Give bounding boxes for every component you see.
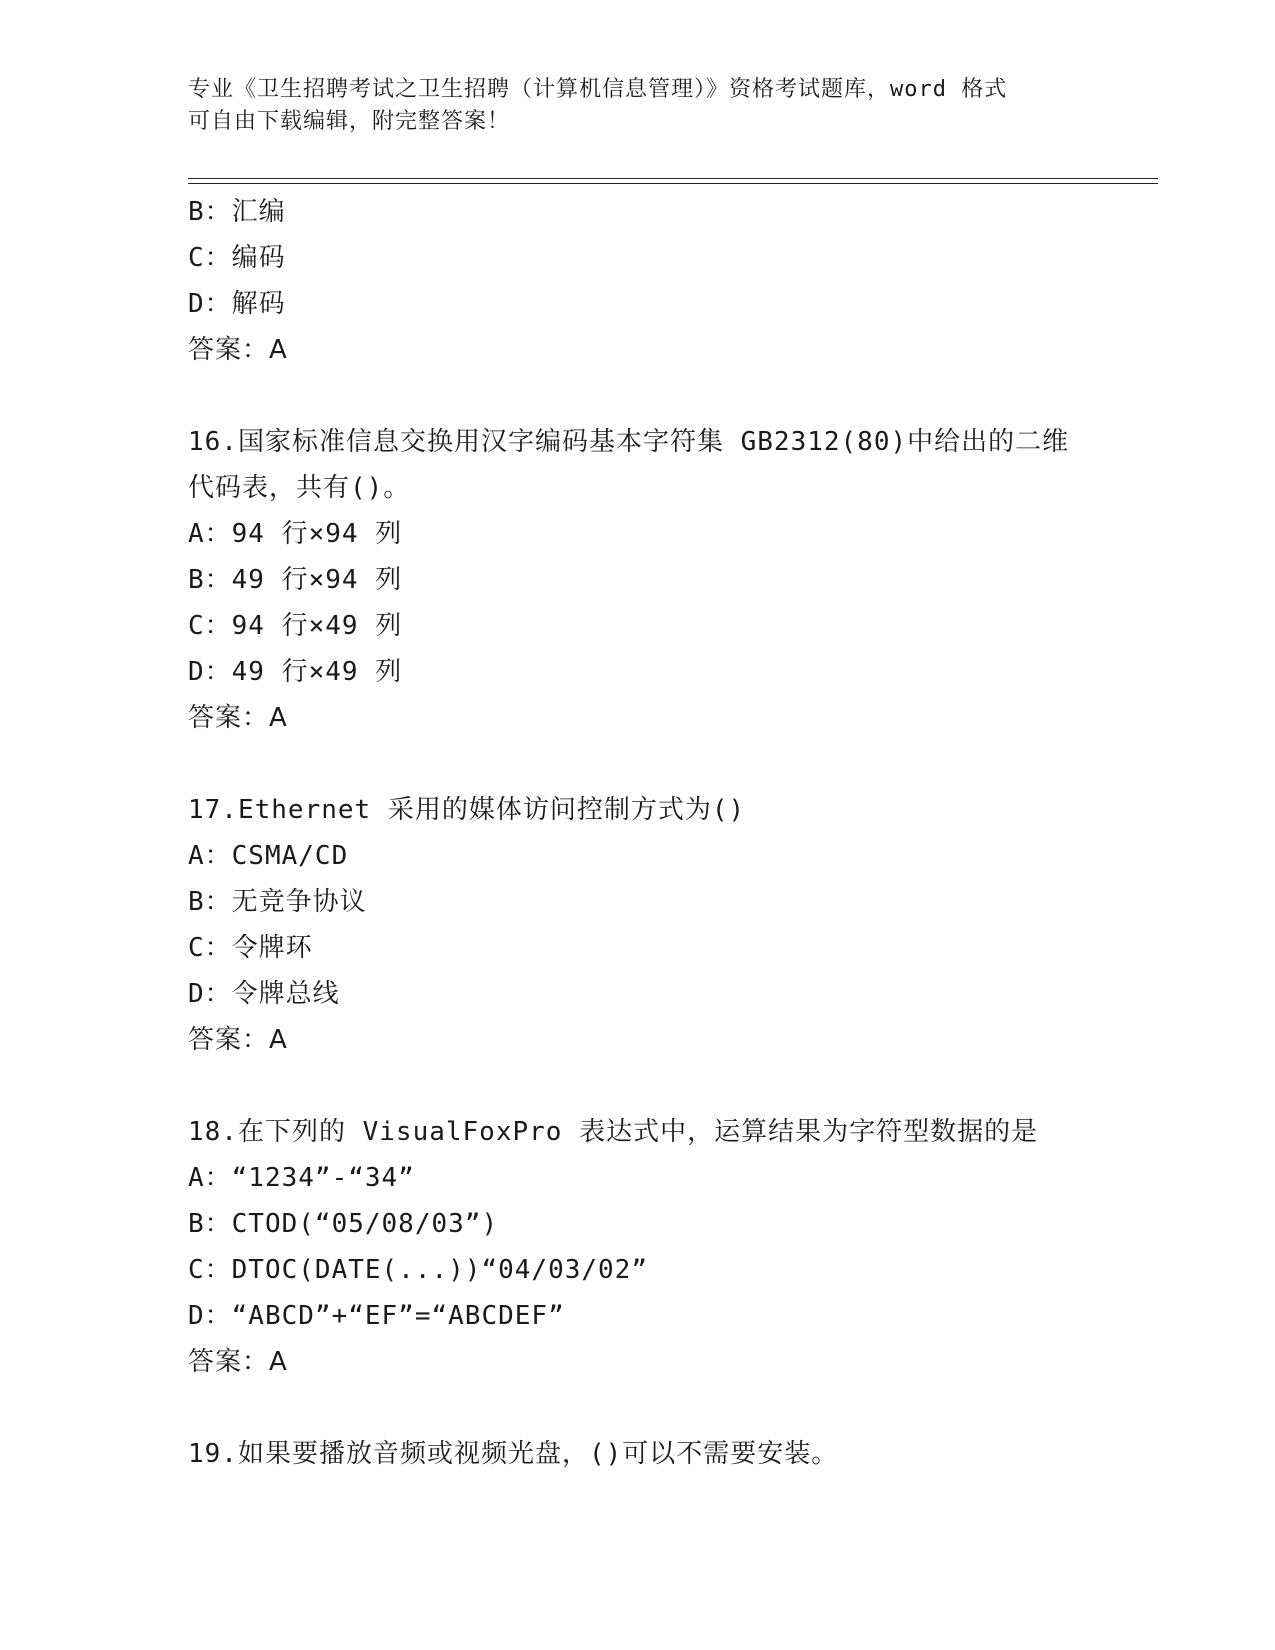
option-c: C：94 行×49 列: [188, 611, 403, 641]
question-list: [188, 189, 1088, 1477]
option-c: C：编码: [188, 243, 286, 273]
option-b: B：汇编: [188, 197, 286, 227]
question-stem-continued: 代码表，共有()。: [188, 473, 411, 503]
option-d: D：49 行×49 列: [188, 657, 403, 687]
answer-line: 答案：A: [188, 335, 288, 365]
option-b: B：无竞争协议: [188, 887, 367, 917]
option-d: D：“ABCD”+“EF”=“ABCDEF”: [188, 1301, 565, 1331]
option-a: A：“1234”-“34”: [188, 1163, 415, 1193]
option-a: A：CSMA/CD: [188, 841, 349, 871]
answer-line: 答案：A: [188, 1347, 288, 1377]
document-header: [188, 74, 1088, 138]
option-d: D：解码: [188, 289, 286, 319]
header-divider-bottom: [188, 183, 1158, 184]
question-stem: 16.国家标准信息交换用汉字编码基本字符集 GB2312(80)中给出的二维: [188, 427, 1070, 457]
option-c: C：DTOC(DATE(...))“04/03/02”: [188, 1255, 648, 1285]
option-b: B：CTOD(“05/08/03”): [188, 1209, 499, 1239]
option-a: A：94 行×94 列: [188, 519, 403, 549]
header-divider-top: [188, 178, 1158, 179]
option-c: C：令牌环: [188, 933, 313, 963]
question-15: [188, 189, 1088, 373]
question-stem: 18.在下列的 VisualFoxPro 表达式中，运算结果为字符型数据的是: [188, 1117, 1039, 1147]
question-stem: 17.Ethernet 采用的媒体访问控制方式为(): [188, 795, 746, 825]
question-16: [188, 419, 1088, 741]
answer-line: 答案：A: [188, 1025, 288, 1055]
question-stem: 19.如果要播放音频或视频光盘，()可以不需要安装。: [188, 1439, 839, 1469]
option-b: B：49 行×94 列: [188, 565, 403, 595]
header-line-2: 可自由下载编辑，附完整答案！: [188, 109, 511, 134]
question-17: [188, 787, 1088, 1063]
header-line-1: 专业《卫生招聘考试之卫生招聘（计算机信息管理）》资格考试题库，word 格式: [188, 77, 1008, 102]
question-19: [188, 1431, 1088, 1477]
answer-line: 答案：A: [188, 703, 288, 733]
question-18: [188, 1109, 1088, 1385]
option-d: D：令牌总线: [188, 979, 340, 1009]
